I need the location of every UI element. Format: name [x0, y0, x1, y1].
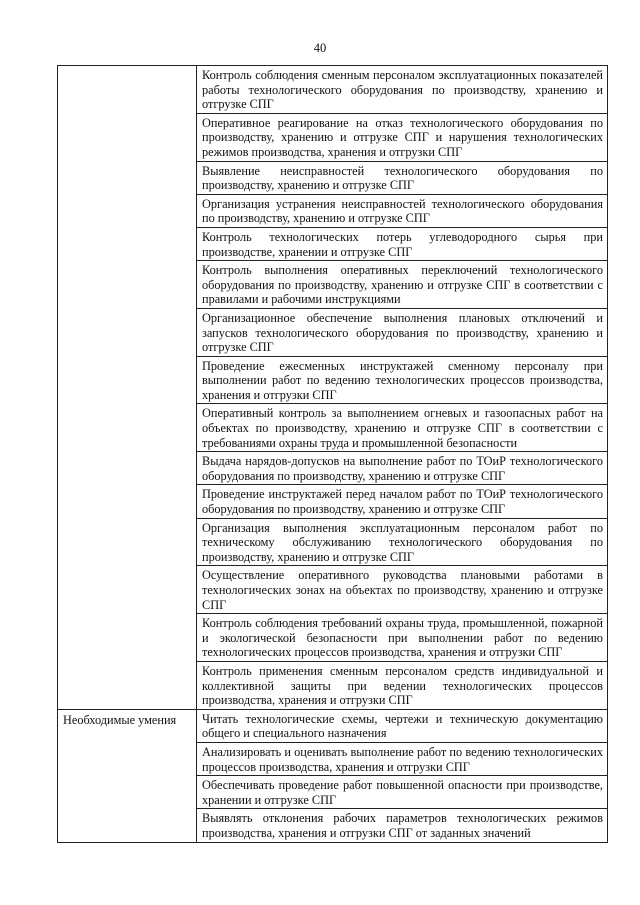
- row-label-cell: [58, 709, 197, 842]
- table-body: [58, 66, 608, 843]
- list-item: Контроль соблюдения требований охраны труда, промышленной, пожарной и экологической безопасности при выполнении работ по ведению технологических процессов производства, хранения и отгрузки СПГ: [197, 614, 607, 662]
- list-item: Оперативный контроль за выполнением огневых и газоопасных работ на объектах по производству, хранению и отгрузке СПГ в соответствии с требованиями охраны труда и промышленной безопасности: [197, 404, 607, 452]
- list-item: Организационное обеспечение выполнения плановых отключений и запусков технологического оборудования по производству, хранению и отгрузке СПГ: [197, 309, 607, 357]
- list-item: Контроль технологических потерь углеводородного сырья при производстве, хранении и отгрузке СПГ: [197, 228, 607, 261]
- table-row: [58, 709, 608, 842]
- row-label: [58, 66, 196, 69]
- row-label: Необходимые умения: [63, 712, 177, 727]
- list-item: Организация устранения неисправностей технологического оборудования по производству, хранению и отгрузке СПГ: [197, 195, 607, 228]
- list-item: Контроль применения сменным персоналом средств индивидуальной и коллективной защиты при ведении технологических процессов производства, хранения и отгрузки СПГ: [202, 663, 603, 708]
- row-items-cell: [197, 66, 608, 710]
- list-item: Выявление неисправностей технологического оборудования по производству, хранению и отгрузке СПГ: [197, 162, 607, 195]
- list-item: Анализировать и оценивать выполнение работ по ведению технологических процессов производства, хранения и отгрузки СПГ: [197, 743, 607, 776]
- list-item: Контроль выполнения оперативных переключений технологического оборудования по производству, хранению и отгрузке СПГ в соответствии с правилами и рабочими инструкциями: [197, 261, 607, 309]
- competency-table: [57, 65, 608, 843]
- row-items-cell: [197, 709, 608, 842]
- list-item: Осуществление оперативного руководства плановыми работами в технологических зонах на объектах по производству, хранению и отгрузке СПГ: [197, 566, 607, 614]
- list-item: Выдача нарядов-допусков на выполнение работ по ТОиР технологического оборудования по производству, хранению и отгрузке СПГ: [197, 452, 607, 485]
- list-item: Читать технологические схемы, чертежи и техническую документацию общего и специального назначения: [197, 710, 607, 743]
- row-label-cell: [58, 66, 197, 710]
- list-item: Проведение ежесменных инструктажей сменному персоналу при выполнении работ по ведению технологических процессов производства, хранения и отгрузки СПГ: [197, 357, 607, 405]
- page-number: 40: [313, 41, 327, 55]
- list-item: Организация выполнения эксплуатационным персоналом работ по техническому обслуживанию технологического оборудования по производству, хранению и отгрузке СПГ: [197, 519, 607, 567]
- list-item: Обеспечивать проведение работ повышенной опасности при производстве, хранении и отгрузке СПГ: [197, 776, 607, 809]
- list-item: Контроль соблюдения сменным персоналом эксплуатационных показателей работы технологического оборудования по производству, хранению и отгрузке СПГ: [197, 66, 607, 114]
- list-item: Оперативное реагирование на отказ технологического оборудования по производству, хранению и отгрузке СПГ и нарушения технологических режимов производства, хранения и отгрузки СПГ: [197, 114, 607, 162]
- list-item: Проведение инструктажей перед началом работ по ТОиР технологического оборудования по производству, хранению и отгрузке СПГ: [197, 485, 607, 518]
- list-item: Выявлять отклонения рабочих параметров технологических режимов производства, хранения и отгрузки СПГ от заданных значений: [202, 811, 603, 840]
- table-row: [58, 66, 608, 710]
